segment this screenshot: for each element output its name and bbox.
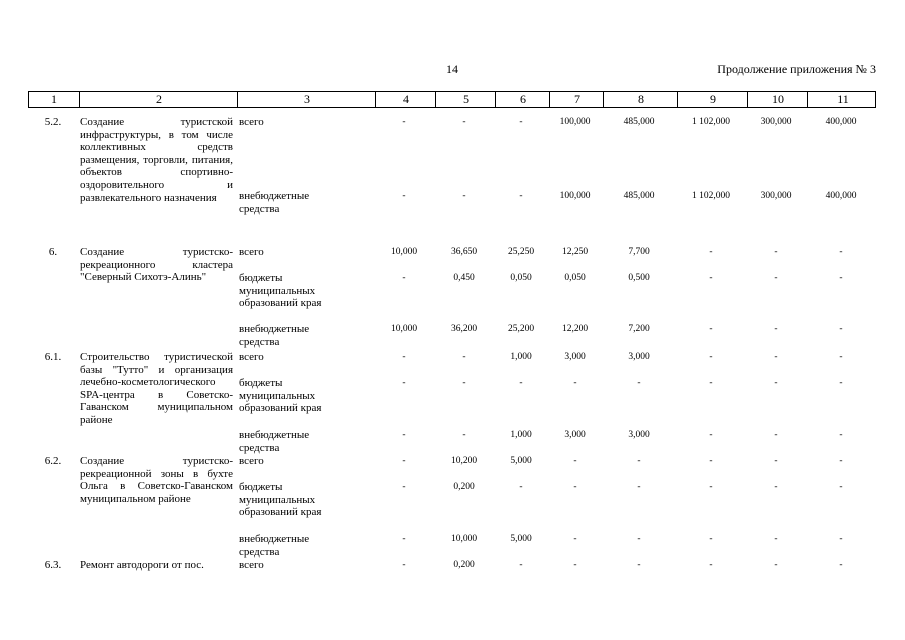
value-cell: - bbox=[774, 352, 778, 362]
value-cell: - bbox=[709, 430, 713, 440]
value-cell: - bbox=[402, 117, 406, 127]
value-cell: - bbox=[637, 482, 641, 492]
value-cell: - bbox=[839, 560, 843, 570]
value-cell: 1,000 bbox=[510, 352, 532, 362]
value-cell: - bbox=[774, 560, 778, 570]
value-cell: - bbox=[637, 378, 641, 388]
value-cell: - bbox=[402, 191, 406, 201]
column-header-8: 8 bbox=[603, 92, 678, 107]
row-number: 5.2. bbox=[44, 116, 62, 128]
value-cell: 0,200 bbox=[453, 560, 475, 570]
value-cell: - bbox=[402, 430, 406, 440]
value-cell: - bbox=[462, 352, 466, 362]
value-cell: 0,050 bbox=[564, 273, 586, 283]
value-cell: - bbox=[573, 378, 577, 388]
value-cell: - bbox=[462, 117, 466, 127]
value-cell: - bbox=[402, 352, 406, 362]
column-header-7: 7 bbox=[549, 92, 604, 107]
table-header-row bbox=[28, 91, 876, 108]
value-cell: - bbox=[519, 378, 523, 388]
value-cell: 3,000 bbox=[628, 352, 650, 362]
value-cell: - bbox=[774, 534, 778, 544]
funding-source: всего bbox=[239, 455, 264, 467]
value-cell: - bbox=[709, 352, 713, 362]
value-cell: - bbox=[709, 560, 713, 570]
column-header-2: 2 bbox=[79, 92, 238, 107]
value-cell: - bbox=[402, 560, 406, 570]
value-cell: - bbox=[774, 456, 778, 466]
continuation-label: Продолжение приложения № 3 bbox=[717, 62, 876, 76]
activity-name: Строительство туристической базы "Тутто" и организация лечебно-косметологического SPA-центра в Советско-Гаванском муниципальном районе bbox=[80, 351, 233, 426]
funding-source: всего bbox=[239, 116, 264, 128]
row-number: 6.2. bbox=[44, 455, 62, 467]
value-cell: 0,450 bbox=[453, 273, 475, 283]
value-cell: - bbox=[709, 247, 713, 257]
value-cell: - bbox=[573, 482, 577, 492]
value-cell: - bbox=[709, 456, 713, 466]
value-cell: - bbox=[839, 378, 843, 388]
value-cell: 400,000 bbox=[825, 117, 857, 127]
activity-name: Создание туристско-рекреационного кластера "Северный Сихотэ-Алинь" bbox=[80, 246, 233, 284]
value-cell: - bbox=[774, 482, 778, 492]
value-cell: 10,000 bbox=[450, 534, 478, 544]
value-cell: - bbox=[462, 191, 466, 201]
value-cell: - bbox=[402, 456, 406, 466]
funding-source: всего bbox=[239, 246, 264, 258]
value-cell: - bbox=[573, 534, 577, 544]
column-header-6: 6 bbox=[495, 92, 550, 107]
value-cell: - bbox=[709, 534, 713, 544]
value-cell: - bbox=[519, 117, 523, 127]
value-cell: - bbox=[709, 378, 713, 388]
value-cell: - bbox=[462, 430, 466, 440]
value-cell: - bbox=[839, 273, 843, 283]
value-cell: 400,000 bbox=[825, 191, 857, 201]
value-cell: - bbox=[709, 324, 713, 334]
column-header-3: 3 bbox=[237, 92, 376, 107]
value-cell: - bbox=[637, 534, 641, 544]
value-cell: - bbox=[839, 324, 843, 334]
value-cell: - bbox=[774, 273, 778, 283]
value-cell: - bbox=[839, 430, 843, 440]
page-number: 14 bbox=[446, 62, 458, 76]
value-cell: 10,200 bbox=[450, 456, 478, 466]
value-cell: 485,000 bbox=[623, 191, 655, 201]
value-cell: - bbox=[637, 560, 641, 570]
value-cell: 36,650 bbox=[450, 247, 478, 257]
value-cell: 7,700 bbox=[628, 247, 650, 257]
value-cell: - bbox=[839, 534, 843, 544]
value-cell: - bbox=[402, 534, 406, 544]
value-cell: 100,000 bbox=[559, 117, 591, 127]
value-cell: - bbox=[519, 191, 523, 201]
column-header-10: 10 bbox=[747, 92, 808, 107]
value-cell: - bbox=[402, 482, 406, 492]
value-cell: 0,050 bbox=[510, 273, 532, 283]
value-cell: - bbox=[839, 482, 843, 492]
column-header-9: 9 bbox=[677, 92, 748, 107]
value-cell: 1 102,000 bbox=[692, 191, 730, 201]
value-cell: 3,000 bbox=[564, 352, 586, 362]
funding-source: всего bbox=[239, 559, 264, 571]
value-cell: - bbox=[774, 430, 778, 440]
funding-source: бюджеты муниципальных образований края bbox=[239, 272, 322, 310]
column-header-1: 1 bbox=[51, 92, 57, 106]
value-cell: - bbox=[573, 456, 577, 466]
value-cell: - bbox=[402, 378, 406, 388]
value-cell: - bbox=[402, 273, 406, 283]
column-header-11: 11 bbox=[807, 92, 878, 107]
value-cell: 100,000 bbox=[559, 191, 591, 201]
value-cell: - bbox=[637, 456, 641, 466]
value-cell: - bbox=[462, 378, 466, 388]
value-cell: 10,000 bbox=[390, 247, 418, 257]
value-cell: 300,000 bbox=[760, 191, 792, 201]
funding-source: внебюджетные средства bbox=[239, 429, 310, 454]
column-header-4: 4 bbox=[375, 92, 436, 107]
funding-source: внебюджетные средства bbox=[239, 190, 310, 215]
value-cell: 485,000 bbox=[623, 117, 655, 127]
value-cell: - bbox=[519, 560, 523, 570]
value-cell: - bbox=[839, 352, 843, 362]
value-cell: 36,200 bbox=[450, 324, 478, 334]
activity-name: Создание туристской инфраструктуры, в том числе коллективных средств размещения, торговли, питания, объектов спортивно-оздоровительного и развлекательного назначения bbox=[80, 116, 233, 204]
value-cell: - bbox=[519, 482, 523, 492]
value-cell: - bbox=[573, 560, 577, 570]
value-cell: 25,200 bbox=[507, 324, 535, 334]
value-cell: 1 102,000 bbox=[692, 117, 730, 127]
value-cell: 0,200 bbox=[453, 482, 475, 492]
funding-source: внебюджетные средства bbox=[239, 533, 310, 558]
value-cell: 12,200 bbox=[561, 324, 589, 334]
row-number: 6.1. bbox=[44, 351, 62, 363]
value-cell: 7,200 bbox=[628, 324, 650, 334]
row-number: 6. bbox=[48, 246, 58, 258]
value-cell: - bbox=[774, 247, 778, 257]
activity-name: Создание туристско-рекреационной зоны в бухте Ольга в Советско-Гаванском муниципальном районе bbox=[80, 455, 233, 505]
value-cell: 3,000 bbox=[564, 430, 586, 440]
column-header-5: 5 bbox=[435, 92, 496, 107]
funding-source: всего bbox=[239, 351, 264, 363]
value-cell: - bbox=[709, 273, 713, 283]
value-cell: 0,500 bbox=[628, 273, 650, 283]
value-cell: 10,000 bbox=[390, 324, 418, 334]
value-cell: 25,250 bbox=[507, 247, 535, 257]
value-cell: 5,000 bbox=[510, 456, 532, 466]
funding-source: бюджеты муниципальных образований края bbox=[239, 481, 322, 519]
row-number: 6.3. bbox=[44, 559, 62, 571]
funding-source: внебюджетные средства bbox=[239, 323, 310, 348]
activity-name: Ремонт автодороги от пос. bbox=[80, 559, 204, 571]
value-cell: 5,000 bbox=[510, 534, 532, 544]
funding-source: бюджеты муниципальных образований края bbox=[239, 377, 322, 415]
value-cell: - bbox=[774, 324, 778, 334]
value-cell: - bbox=[839, 456, 843, 466]
value-cell: - bbox=[839, 247, 843, 257]
value-cell: 3,000 bbox=[628, 430, 650, 440]
value-cell: 1,000 bbox=[510, 430, 532, 440]
value-cell: 300,000 bbox=[760, 117, 792, 127]
value-cell: - bbox=[709, 482, 713, 492]
value-cell: 12,250 bbox=[561, 247, 589, 257]
value-cell: - bbox=[774, 378, 778, 388]
